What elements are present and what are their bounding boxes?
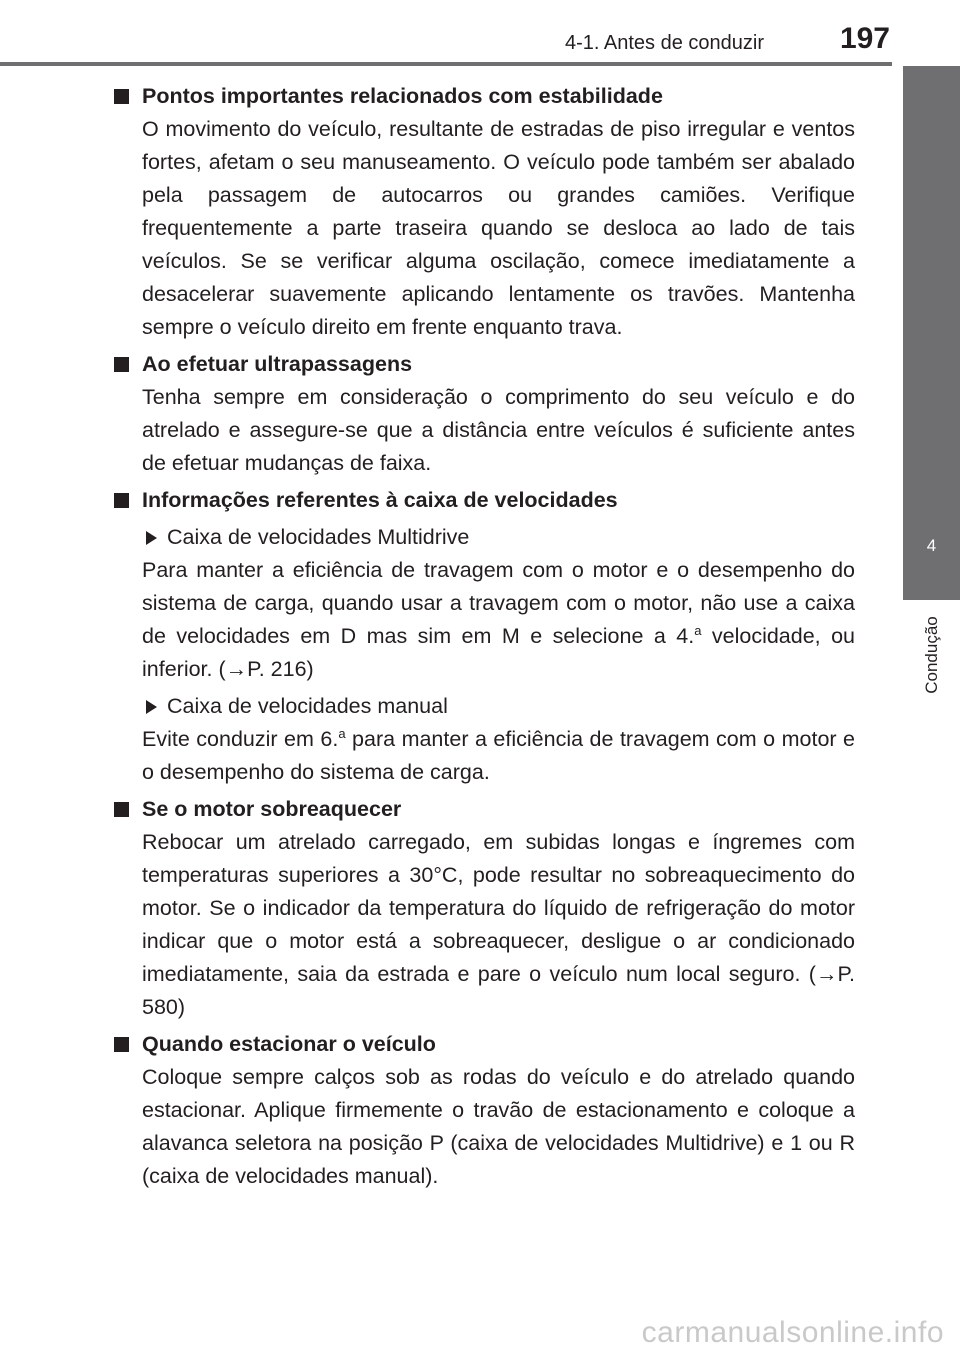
section-parking (113, 1028, 855, 1193)
section-paragraph (113, 554, 855, 686)
paragraph-text: Para manter a eficiência de travagem com o motor e o desempenho do sistema de carga, quando usar a travagem com o motor, não use a caixa de velocidades em D mas sim em M e selecione a 4. (142, 558, 855, 648)
section-heading-text: Informações referentes à caixa de velocidades (142, 488, 618, 512)
section-stability (113, 80, 855, 344)
section-heading-text: Pontos importantes relacionados com estabilidade (142, 84, 663, 108)
chapter-tab (903, 66, 960, 600)
square-bullet-icon (114, 89, 129, 104)
section-title: 4-1. Antes de conduzir (564, 32, 764, 54)
section-overtaking (113, 348, 855, 480)
section-overheating (113, 793, 855, 1024)
section-heading-text: Se o motor sobreaquecer (142, 797, 402, 821)
square-bullet-icon (114, 802, 129, 817)
subsection-multidrive (113, 521, 855, 554)
ordinal-superscript: a (338, 725, 346, 741)
ordinal-superscript: a (694, 622, 702, 638)
triangle-bullet-icon (146, 700, 157, 714)
section-transmission (113, 484, 855, 789)
square-bullet-icon (114, 357, 129, 372)
section-paragraph: Rebocar um atrelado carregado, em subidas longas e íngremes com temperaturas superiores a 30°C, pode resultar no sobreaquecimento do motor. Se o indicador da temperatura do líquido de refrigeração do motor indicar que o motor está a sobreaquecer, desligue o ar condicionado imediatamente, saia da estrada e pare o veículo num local seguro. (→P. 580) (142, 830, 855, 1019)
section-heading (113, 484, 855, 517)
section-heading (113, 1028, 855, 1061)
section-heading-text: Ao efetuar ultrapassagens (142, 352, 413, 376)
section-heading (113, 80, 855, 113)
chapter-label-container (903, 600, 960, 710)
triangle-bullet-icon (146, 531, 157, 545)
subsection-label: Caixa de velocidades Multidrive (167, 525, 470, 549)
section-paragraph: Coloque sempre calços sob as rodas do veículo e do atrelado quando estacionar. Aplique firmemente o travão de estacionamento e coloque a alavanca seletora na posição P (caixa de velocidades Multidrive) e 1 ou R (caixa de velocidades manual). (142, 1065, 855, 1188)
watermark: carmanualsonline.info (641, 1316, 944, 1349)
paragraph-text: para manter a eficiência de travagem com o motor e o desempenho do sistema de carga. (142, 727, 856, 784)
section-paragraph (113, 723, 855, 789)
paragraph-text: velocidade, ou inferior. (→P. 216) (142, 624, 855, 681)
subsection-manual (113, 690, 855, 723)
chapter-label: Condução (921, 616, 941, 694)
square-bullet-icon (114, 1037, 129, 1052)
section-heading-text: Quando estacionar o veículo (142, 1032, 436, 1056)
section-paragraph: O movimento do veículo, resultante de estradas de piso irregular e ventos fortes, afetam o seu manuseamento. O veículo pode também ser abalado pela passagem de autocarros ou grandes camiões. Verifique frequentemente a parte traseira quando se desloca ao lado de tais veículos. Se se verificar alguma oscilação, comece imediatamente a desacelerar suavemente aplicando lentamente os travões. Mantenha sempre o veículo direito em frente enquanto trava. (142, 117, 855, 339)
section-heading (113, 348, 855, 381)
page-number: 197 (839, 22, 890, 55)
section-paragraph: Tenha sempre em consideração o comprimento do seu veículo e do atrelado e assegure-se que a distância entre veículos é suficiente antes de efetuar mudanças de faixa. (142, 385, 855, 475)
subsection-label: Caixa de velocidades manual (167, 694, 448, 718)
page-content (113, 76, 855, 1197)
header-rule (0, 62, 892, 66)
paragraph-text: Evite conduzir em 6. (142, 727, 339, 751)
square-bullet-icon (114, 493, 129, 508)
section-heading (113, 793, 855, 826)
page-header (0, 0, 960, 62)
chapter-number: 4 (926, 536, 937, 555)
